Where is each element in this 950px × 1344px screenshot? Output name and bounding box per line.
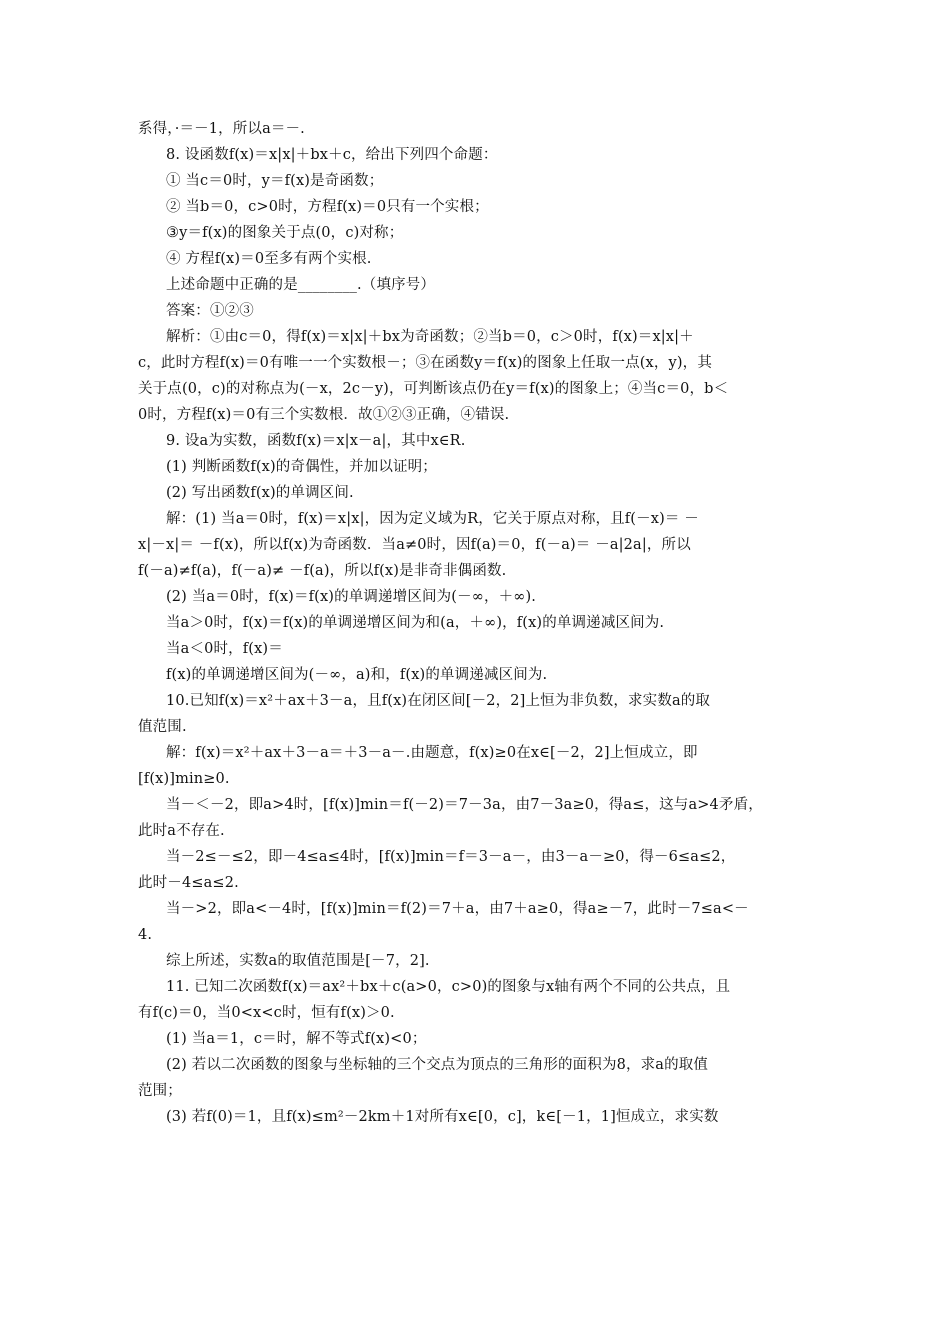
text-line: 11. 已知二次函数f(x)＝ax²＋bx＋c(a>0，c>0)的图象与x轴有两个不同的公共点，且 <box>166 979 731 995</box>
document-body <box>138 116 818 1130</box>
text-line: f(－a)≠f(a)，f(－a)≠ －f(a)，所以f(x)是非奇非偶函数. <box>138 563 507 579</box>
text-line: 此时－4≤a≤2. <box>138 875 239 891</box>
text-line: c，此时方程f(x)＝0有唯一一个实数根－；③在函数y＝f(x)的图象上任取一点(x，y)，其 <box>138 355 712 371</box>
text-line: (2) 写出函数f(x)的单调区间. <box>166 485 354 501</box>
text-line: 此时a不存在. <box>138 823 225 839</box>
text-line: x|－x|＝ －f(x)，所以f(x)为奇函数．当a≠0时，因f(a)＝0，f(－a)＝ －a|2a|，所以 <box>138 537 691 553</box>
text-line: 9. 设a为实数，函数f(x)＝x|x－a|，其中x∈R. <box>166 433 466 449</box>
text-line: 0时，方程f(x)＝0有三个实数根．故①②③正确，④错误. <box>138 407 510 423</box>
text-line: 系得，·＝－1，所以a＝－. <box>138 121 305 137</box>
text-line: 当a＜0时，f(x)＝ <box>166 641 283 657</box>
text-line: (1) 当a＝1，c＝时，解不等式f(x)<0； <box>166 1031 427 1047</box>
text-line: 8. 设函数f(x)＝x|x|＋bx＋c，给出下列四个命题： <box>166 147 498 163</box>
text-line: 解析：①由c＝0，得f(x)＝x|x|＋bx为奇函数；②当b＝0，c＞0时，f(x)＝x|x|＋ <box>166 329 694 345</box>
text-line: 解：(1) 当a＝0时，f(x)＝x|x|，因为定义域为R，它关于原点对称，且f(－x)＝ － <box>166 511 699 527</box>
text-line: 当a＞0时，f(x)＝f(x)的单调递增区间为和(a，＋∞)，f(x)的单调递减区间为. <box>166 615 665 631</box>
text-line: 有f(c)＝0，当0<x<c时，恒有f(x)＞0. <box>138 1005 395 1021</box>
text-line: 答案：①②③ <box>166 303 254 319</box>
text-line: 4. <box>138 927 153 943</box>
text-line: (2) 当a＝0时，f(x)＝f(x)的单调递增区间为(－∞，＋∞). <box>166 589 537 605</box>
text-line: 关于点(0，c)的对称点为(－x，2c－y)，可判断该点仍在y＝f(x)的图象上；④当c＝0，b＜ <box>138 381 729 397</box>
text-line: f(x)的单调递增区间为(－∞，a)和，f(x)的单调递减区间为. <box>166 667 548 683</box>
text-line: [f(x)]min≥0. <box>138 771 230 787</box>
text-line: (3) 若f(0)＝1，且f(x)≤m²－2km＋1对所有x∈[0，c]，k∈[－1，1]恒成立，求实数 <box>166 1109 719 1125</box>
text-line: 范围； <box>138 1083 182 1099</box>
text-line: 当－2≤－≤2，即－4≤a≤4时，[f(x)]min＝f＝3－a－，由3－a－≥0，得－6≤a≤2， <box>166 849 736 865</box>
text-line: ④ 方程f(x)＝0至多有两个实根. <box>166 251 372 267</box>
text-line: ② 当b＝0，c>0时，方程f(x)＝0只有一个实根； <box>166 199 489 215</box>
text-line: 解：f(x)＝x²＋ax＋3－a＝＋3－a－.由题意，f(x)≥0在x∈[－2，2]上恒成立，即 <box>166 745 698 761</box>
text-line: 当－>2，即a<－4时，[f(x)]min＝f(2)＝7＋a，由7＋a≥0，得a≥－7，此时－7≤a<－ <box>166 901 749 917</box>
text-line: 10.已知f(x)＝x²＋ax＋3－a，且f(x)在闭区间[－2，2]上恒为非负数，求实数a的取 <box>166 693 711 709</box>
text-line: 值范围. <box>138 719 187 735</box>
text-line: 当－＜－2，即a>4时，[f(x)]min＝f(－2)＝7－3a，由7－3a≥0，得a≤，这与a>4矛盾， <box>166 797 763 813</box>
text-line: 综上所述，实数a的取值范围是[－7，2]. <box>166 953 430 969</box>
text-line: (1) 判断函数f(x)的奇偶性，并加以证明； <box>166 459 437 475</box>
text-line: ① 当c＝0时，y＝f(x)是奇函数； <box>166 173 384 189</box>
text-line: ③y＝f(x)的图象关于点(0，c)对称； <box>166 225 404 241</box>
text-line: 上述命题中正确的是________.（填序号） <box>166 277 436 293</box>
text-line: (2) 若以二次函数的图象与坐标轴的三个交点为顶点的三角形的面积为8，求a的取值 <box>166 1057 709 1073</box>
